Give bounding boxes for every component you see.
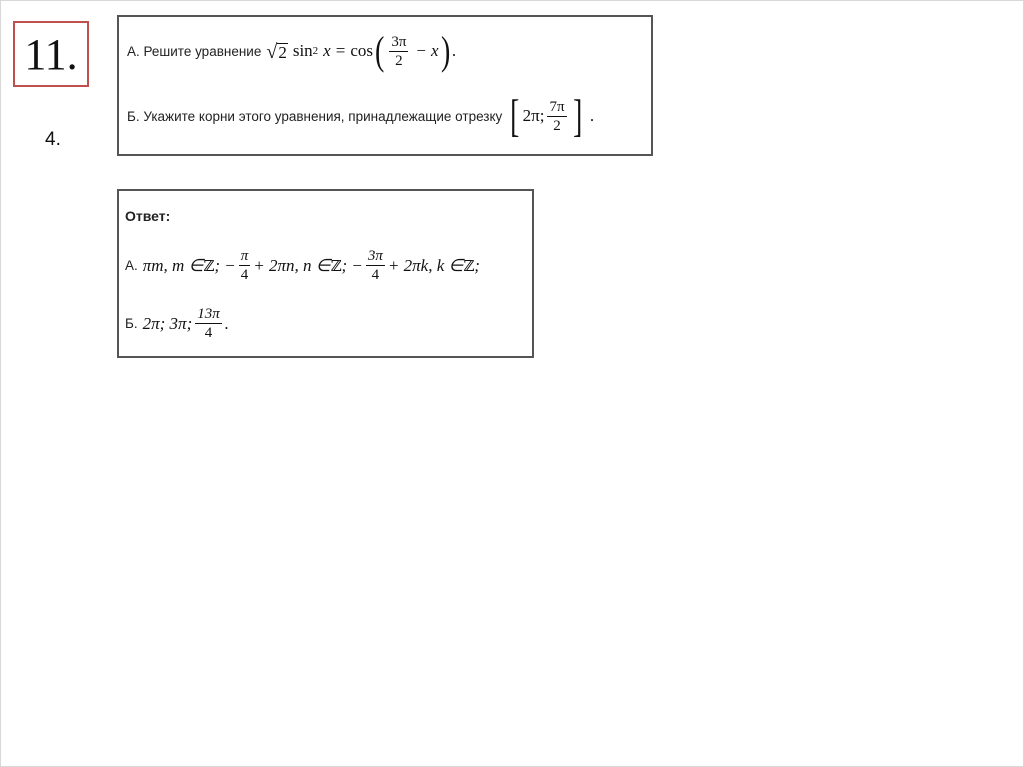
answer-a-expression: πm, m ∈ ℤ ; − $\frac{\pi}{4}$ + 2πn, n ∈ ℤ ; − $\frac{3\pi}{4}$ + 2πk, k ∈ ℤ ; <box>142 248 480 283</box>
sub-number: 4. <box>45 129 61 150</box>
equation: √ 2 sin 2 x = cos ( $\frac{3\pi}{2}$ − x ) . <box>266 28 457 73</box>
answer-part-b <box>125 305 229 342</box>
answer-a-label: А. <box>125 258 138 273</box>
task-part-b <box>127 90 595 141</box>
task-box <box>117 15 653 156</box>
answer-box <box>117 189 534 358</box>
fraction: $\frac{7\pi}{2}$ <box>549 98 565 134</box>
fraction: $\frac{3\pi}{2}$ <box>391 33 407 69</box>
task-number: 11. <box>24 29 78 79</box>
task-part-a <box>127 28 457 73</box>
part-a-label: А. Решите уравнение <box>127 43 262 59</box>
task-number-box <box>13 21 89 87</box>
answer-b-expression: 2π; 3π; $\frac{13\pi}{4}$ . <box>142 306 229 341</box>
answer-part-a <box>125 247 480 284</box>
part-b-label: Б. Укажите корни этого уравнения, принадлежащие отрезку <box>127 108 503 124</box>
answer-b-label: Б. <box>125 316 138 331</box>
segment: [ 2π; $\frac{7\pi}{2}$ ] . <box>510 90 595 141</box>
sqrt-expression: √ 2 <box>266 40 287 63</box>
answer-title: Ответ: <box>125 208 171 224</box>
